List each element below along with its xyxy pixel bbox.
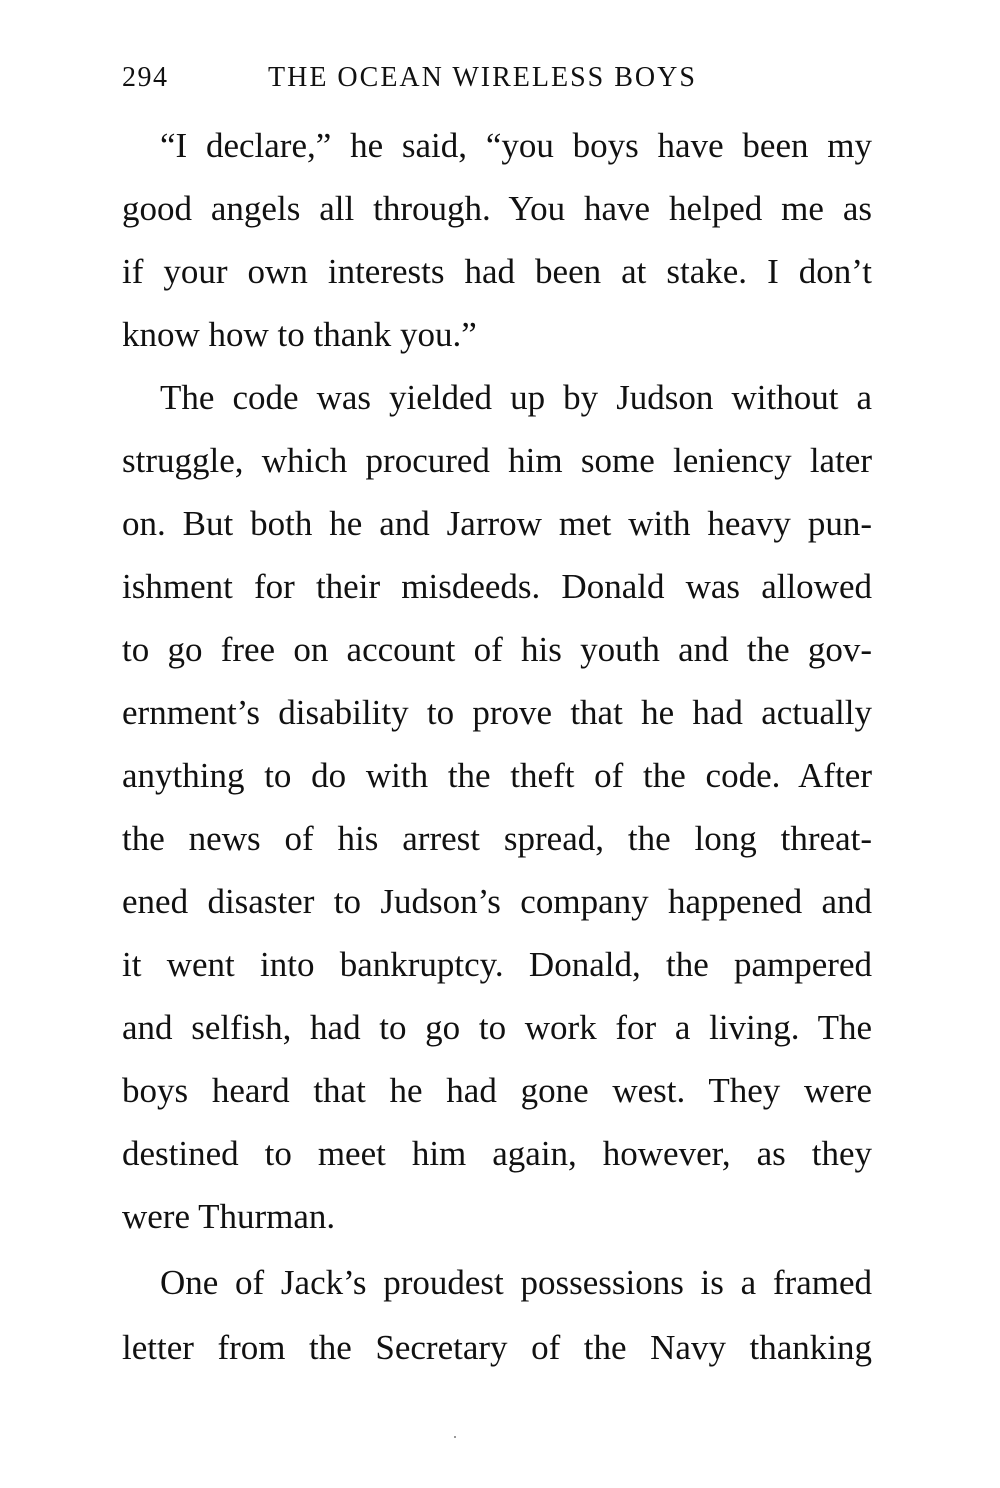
text-line: One of Jack’s proudest possessions is a framed (160, 1263, 872, 1302)
text-line: and selfish, had to go to work for a living. The (122, 1008, 872, 1047)
text-line: good angels all through. You have helped me as (122, 189, 872, 228)
text-line: if your own interests had been at stake. I don’t (122, 252, 872, 291)
text-line: know how to thank you.” (122, 315, 477, 354)
text-line: were Thurman. (122, 1197, 336, 1236)
text-line: letter from the Secretary of the Navy thanking (122, 1328, 872, 1367)
text-line: boys heard that he had gone west. They were (122, 1071, 872, 1110)
text-line: it went into bankruptcy. Donald, the pampered (122, 945, 872, 984)
text-line: struggle, which procured him some leniency later (122, 441, 872, 480)
text-line: “I declare,” he said, “you boys have been my (160, 126, 872, 165)
running-head (122, 62, 874, 102)
text-line: on. But both he and Jarrow met with heavy pun- (122, 504, 872, 543)
text-line: The code was yielded up by Judson without a (160, 378, 872, 417)
book-title: THE OCEAN WIRELESS BOYS (268, 62, 697, 93)
text-line: ishment for their misdeeds. Donald was allowed (122, 567, 872, 606)
page-number: 294 (122, 62, 169, 93)
text-line: ened disaster to Judson’s company happened and (122, 882, 872, 921)
text-line: the news of his arrest spread, the long threat- (122, 819, 872, 858)
scan-speck (454, 1436, 456, 1438)
text-line: to go free on account of his youth and the gov- (122, 630, 872, 669)
text-line: destined to meet him again, however, as they (122, 1134, 872, 1173)
text-line: anything to do with the theft of the code. After (122, 756, 872, 795)
text-line: ernment’s disability to prove that he had actually (122, 693, 872, 732)
